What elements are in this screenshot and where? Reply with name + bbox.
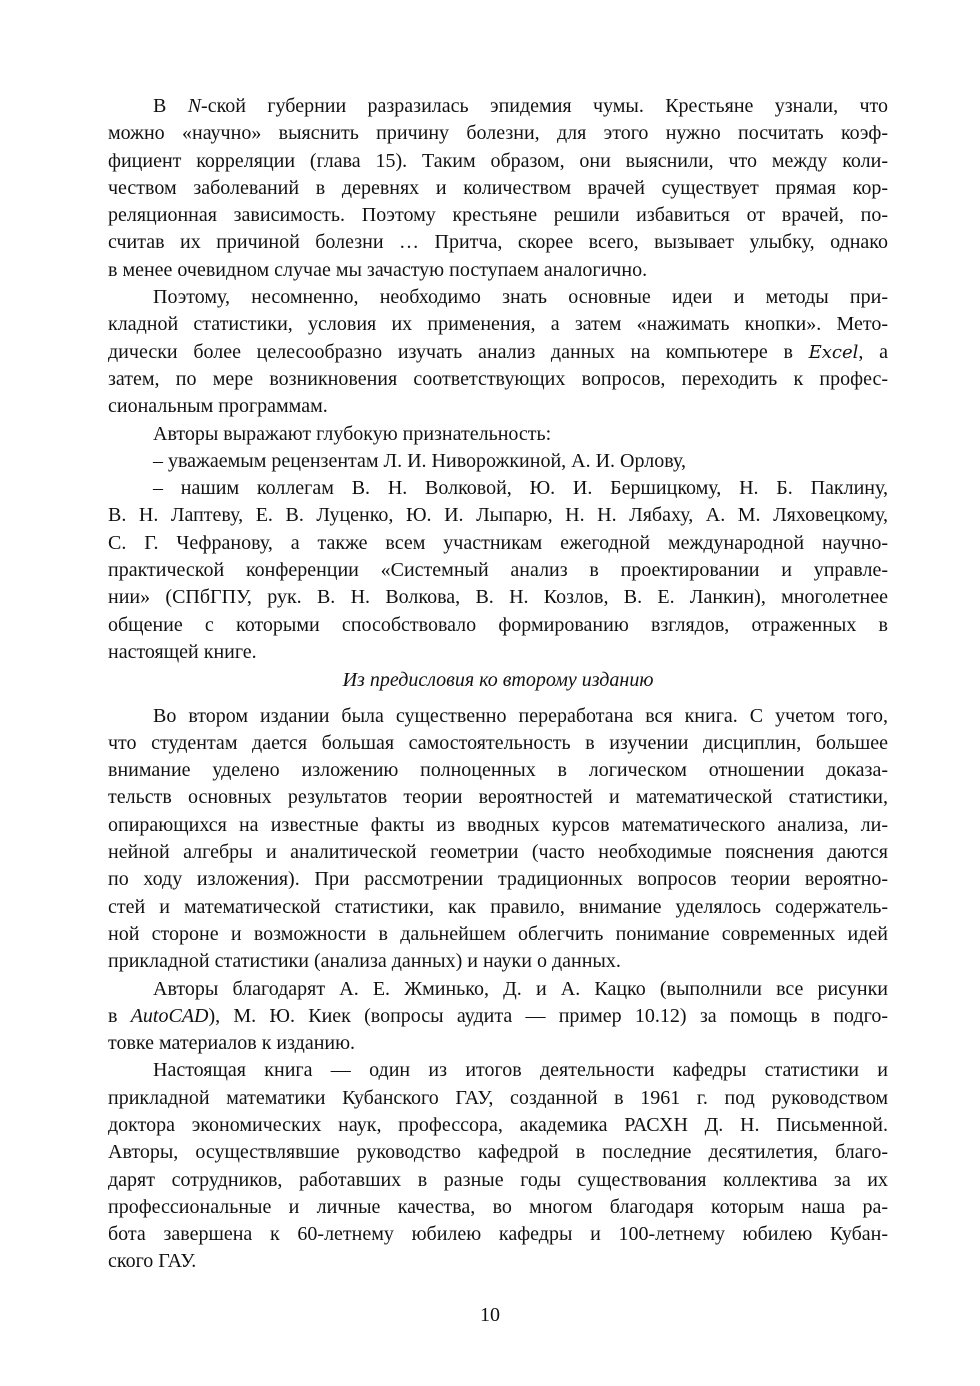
text-line [108, 1221, 888, 1248]
text-line [108, 1112, 888, 1139]
text-segment: в [108, 1004, 131, 1027]
line-text [153, 95, 888, 117]
text-line [108, 784, 888, 811]
line-text: Поэтому, несомненно, необходимо знать основные идеи и методы при- [153, 286, 888, 309]
line-text: Авторы, осуществлявшие руководство кафедрой в последние десятилетия, благо- [108, 1141, 888, 1164]
line-text: стей и математической статистики, как правило, внимание уделялось содержатель- [108, 895, 888, 918]
line-text: в менее очевидном случае мы зачастую поступаем аналогично. [108, 258, 648, 281]
line-text: настоящей книге. [108, 640, 257, 663]
text-line [108, 1003, 888, 1030]
line-text: практической конференции «Системный анализ в проектировании и управле- [108, 559, 888, 582]
text-line [108, 757, 888, 784]
line-text: Авторы благодарят А. Е. Жминько, Д. и А. Кацко (выполнили все рисунки [153, 977, 888, 1000]
line-text: В. Н. Лаптеву, Е. В. Луценко, Ю. И. Лыпарю, Н. Н. Лябаху, А. М. Ляховецкому, [108, 504, 888, 527]
line-text: нии» (СПбГПУ, рук. В. Н. Волкова, В. Н. Козлов, В. Е. Ланкин), многолетнее [108, 586, 888, 609]
line-text: Настоящая книга — один из итогов деятельности кафедры статистики и [153, 1059, 888, 1082]
text-line [108, 1057, 888, 1084]
text-line [108, 393, 888, 420]
section-preface-first-edition [108, 93, 888, 666]
line-text: ной стороне и возможности в дальнейшем облегчить понимание современных идей [108, 922, 888, 945]
text-line [108, 1139, 888, 1166]
text-line [108, 812, 888, 839]
text-line [108, 976, 888, 1003]
line-text: бота завершена к 60-летнему юбилею кафедры и 100-летнему юбилею Кубан- [108, 1223, 888, 1246]
text-line [108, 1030, 888, 1057]
text-line [108, 311, 888, 338]
text-line [108, 839, 888, 866]
paragraph [108, 93, 888, 284]
text-line [108, 502, 888, 529]
text-line [108, 366, 888, 393]
paragraph [108, 475, 888, 666]
line-text: затем, по мере возникновения соответствующих вопросов, переходить к профес- [108, 367, 888, 390]
text-line [108, 229, 888, 256]
line-text: фициент корреляции (глава 15). Таким образом, они выяснили, что между коли- [108, 149, 888, 172]
italic-text: AutoCAD [130, 1004, 209, 1027]
line-text: можно «научно» выяснить причину болезни, для этого нужно посчитать коэф- [108, 122, 888, 145]
line-text: ского ГАУ. [108, 1250, 197, 1273]
text-segment: дически более целесообразно изучать анализ данных на компьютере в [108, 340, 809, 363]
line-text: – нашим коллегам В. Н. Волковой, Ю. И. Бершицкому, Н. Б. Паклину, [153, 477, 888, 500]
line-text: дарят сотрудников, работавших в разные годы существования коллектива за их [108, 1168, 888, 1191]
text-segment: ), М. Ю. Киек (вопросы аудита — пример 10.12) за помощь в подго- [208, 1004, 888, 1027]
line-text [108, 1005, 888, 1027]
text-line [108, 921, 888, 948]
line-text: чеством заболеваний в деревнях и количеством врачей существует прямая кор- [108, 176, 888, 199]
text-line [108, 1085, 888, 1112]
paragraph [108, 703, 888, 976]
paragraph [108, 976, 888, 1058]
line-text: доктора экономических наук, профессора, академика РАСХН Д. Н. Письменной. [108, 1113, 888, 1136]
line-text: сиональным программам. [108, 395, 328, 418]
page-body [108, 93, 888, 1276]
line-text: опирающихся на известные факты из вводных курсов математического анализа, ли- [108, 813, 888, 836]
text-line [108, 866, 888, 893]
text-line [108, 1248, 888, 1275]
line-text: тельств основных результатов теории вероятностей и математической статистики, [108, 786, 888, 809]
text-segment: -ской губернии разразилась эпидемия чумы. Крестьяне узнали, что [201, 95, 888, 117]
line-text: кладной статистики, условия их применения, а затем «нажимать кнопки». Мето- [108, 313, 888, 336]
text-line [108, 448, 888, 475]
text-line [108, 1167, 888, 1194]
line-text [108, 341, 888, 363]
line-text: нейной алгебры и аналитической геометрии (часто необходимые пояснения даются [108, 841, 888, 864]
text-segment: , а [858, 340, 888, 363]
text-line [108, 557, 888, 584]
section-preface-second-edition [108, 703, 888, 1276]
section-heading: Из предисловия ко второму изданию [342, 669, 654, 692]
line-text: внимание уделено изложению полноценных в логическом отношении доказа- [108, 759, 888, 782]
line-text: С. Г. Чефранову, а также всем участникам ежегодной международной научно- [108, 531, 888, 554]
text-segment: В [153, 95, 188, 117]
line-text: прикладной математики Кубанского ГАУ, созданной в 1961 г. под руководством [108, 1086, 888, 1109]
line-text: что студентам дается большая самостоятельность в изучении дисциплин, большее [108, 731, 888, 754]
paragraph [108, 1057, 888, 1275]
text-line [108, 584, 888, 611]
line-text: – уважаемым рецензентам Л. И. Ниворожкиной, А. И. Орлову, [153, 449, 686, 472]
text-line [108, 530, 888, 557]
text-line [108, 257, 888, 284]
text-line [108, 948, 888, 975]
text-line [108, 284, 888, 311]
line-text: по ходу изложения). При рассмотрении традиционных вопросов теории вероятно- [108, 868, 888, 891]
text-line [108, 202, 888, 229]
text-line [108, 421, 888, 448]
italic-text: Excel [808, 341, 859, 363]
text-line [108, 730, 888, 757]
italic-text: N [187, 95, 202, 117]
line-text: профессиональные и личные качества, во многом благодаря которым наша ра- [108, 1195, 888, 1218]
text-line [108, 475, 888, 502]
line-text: Во втором издании была существенно переработана вся книга. С учетом того, [153, 704, 888, 727]
text-line [108, 93, 888, 120]
text-line [108, 639, 888, 666]
line-text: прикладной статистики (анализа данных) и науки о данных. [108, 950, 621, 973]
text-line [108, 175, 888, 202]
text-line [108, 894, 888, 921]
line-text: считав их причиной болезни … Притча, скорее всего, вызывает улыбку, однако [108, 231, 888, 254]
line-text: общение с которыми способствовало формированию взглядов, отраженных в [108, 613, 888, 636]
text-line [108, 1194, 888, 1221]
line-text: товке материалов к изданию. [108, 1032, 356, 1055]
paragraph [108, 448, 888, 475]
page-number: 10 [480, 1304, 500, 1326]
paragraph [108, 284, 888, 420]
text-line [108, 148, 888, 175]
text-line [108, 120, 888, 147]
text-line [108, 339, 888, 366]
line-text: реляционная зависимость. Поэтому крестьяне решили избавиться от врачей, по- [108, 204, 888, 227]
paragraph [108, 421, 888, 448]
line-text: Авторы выражают глубокую признательность: [153, 422, 552, 445]
text-line [108, 612, 888, 639]
text-line [108, 703, 888, 730]
